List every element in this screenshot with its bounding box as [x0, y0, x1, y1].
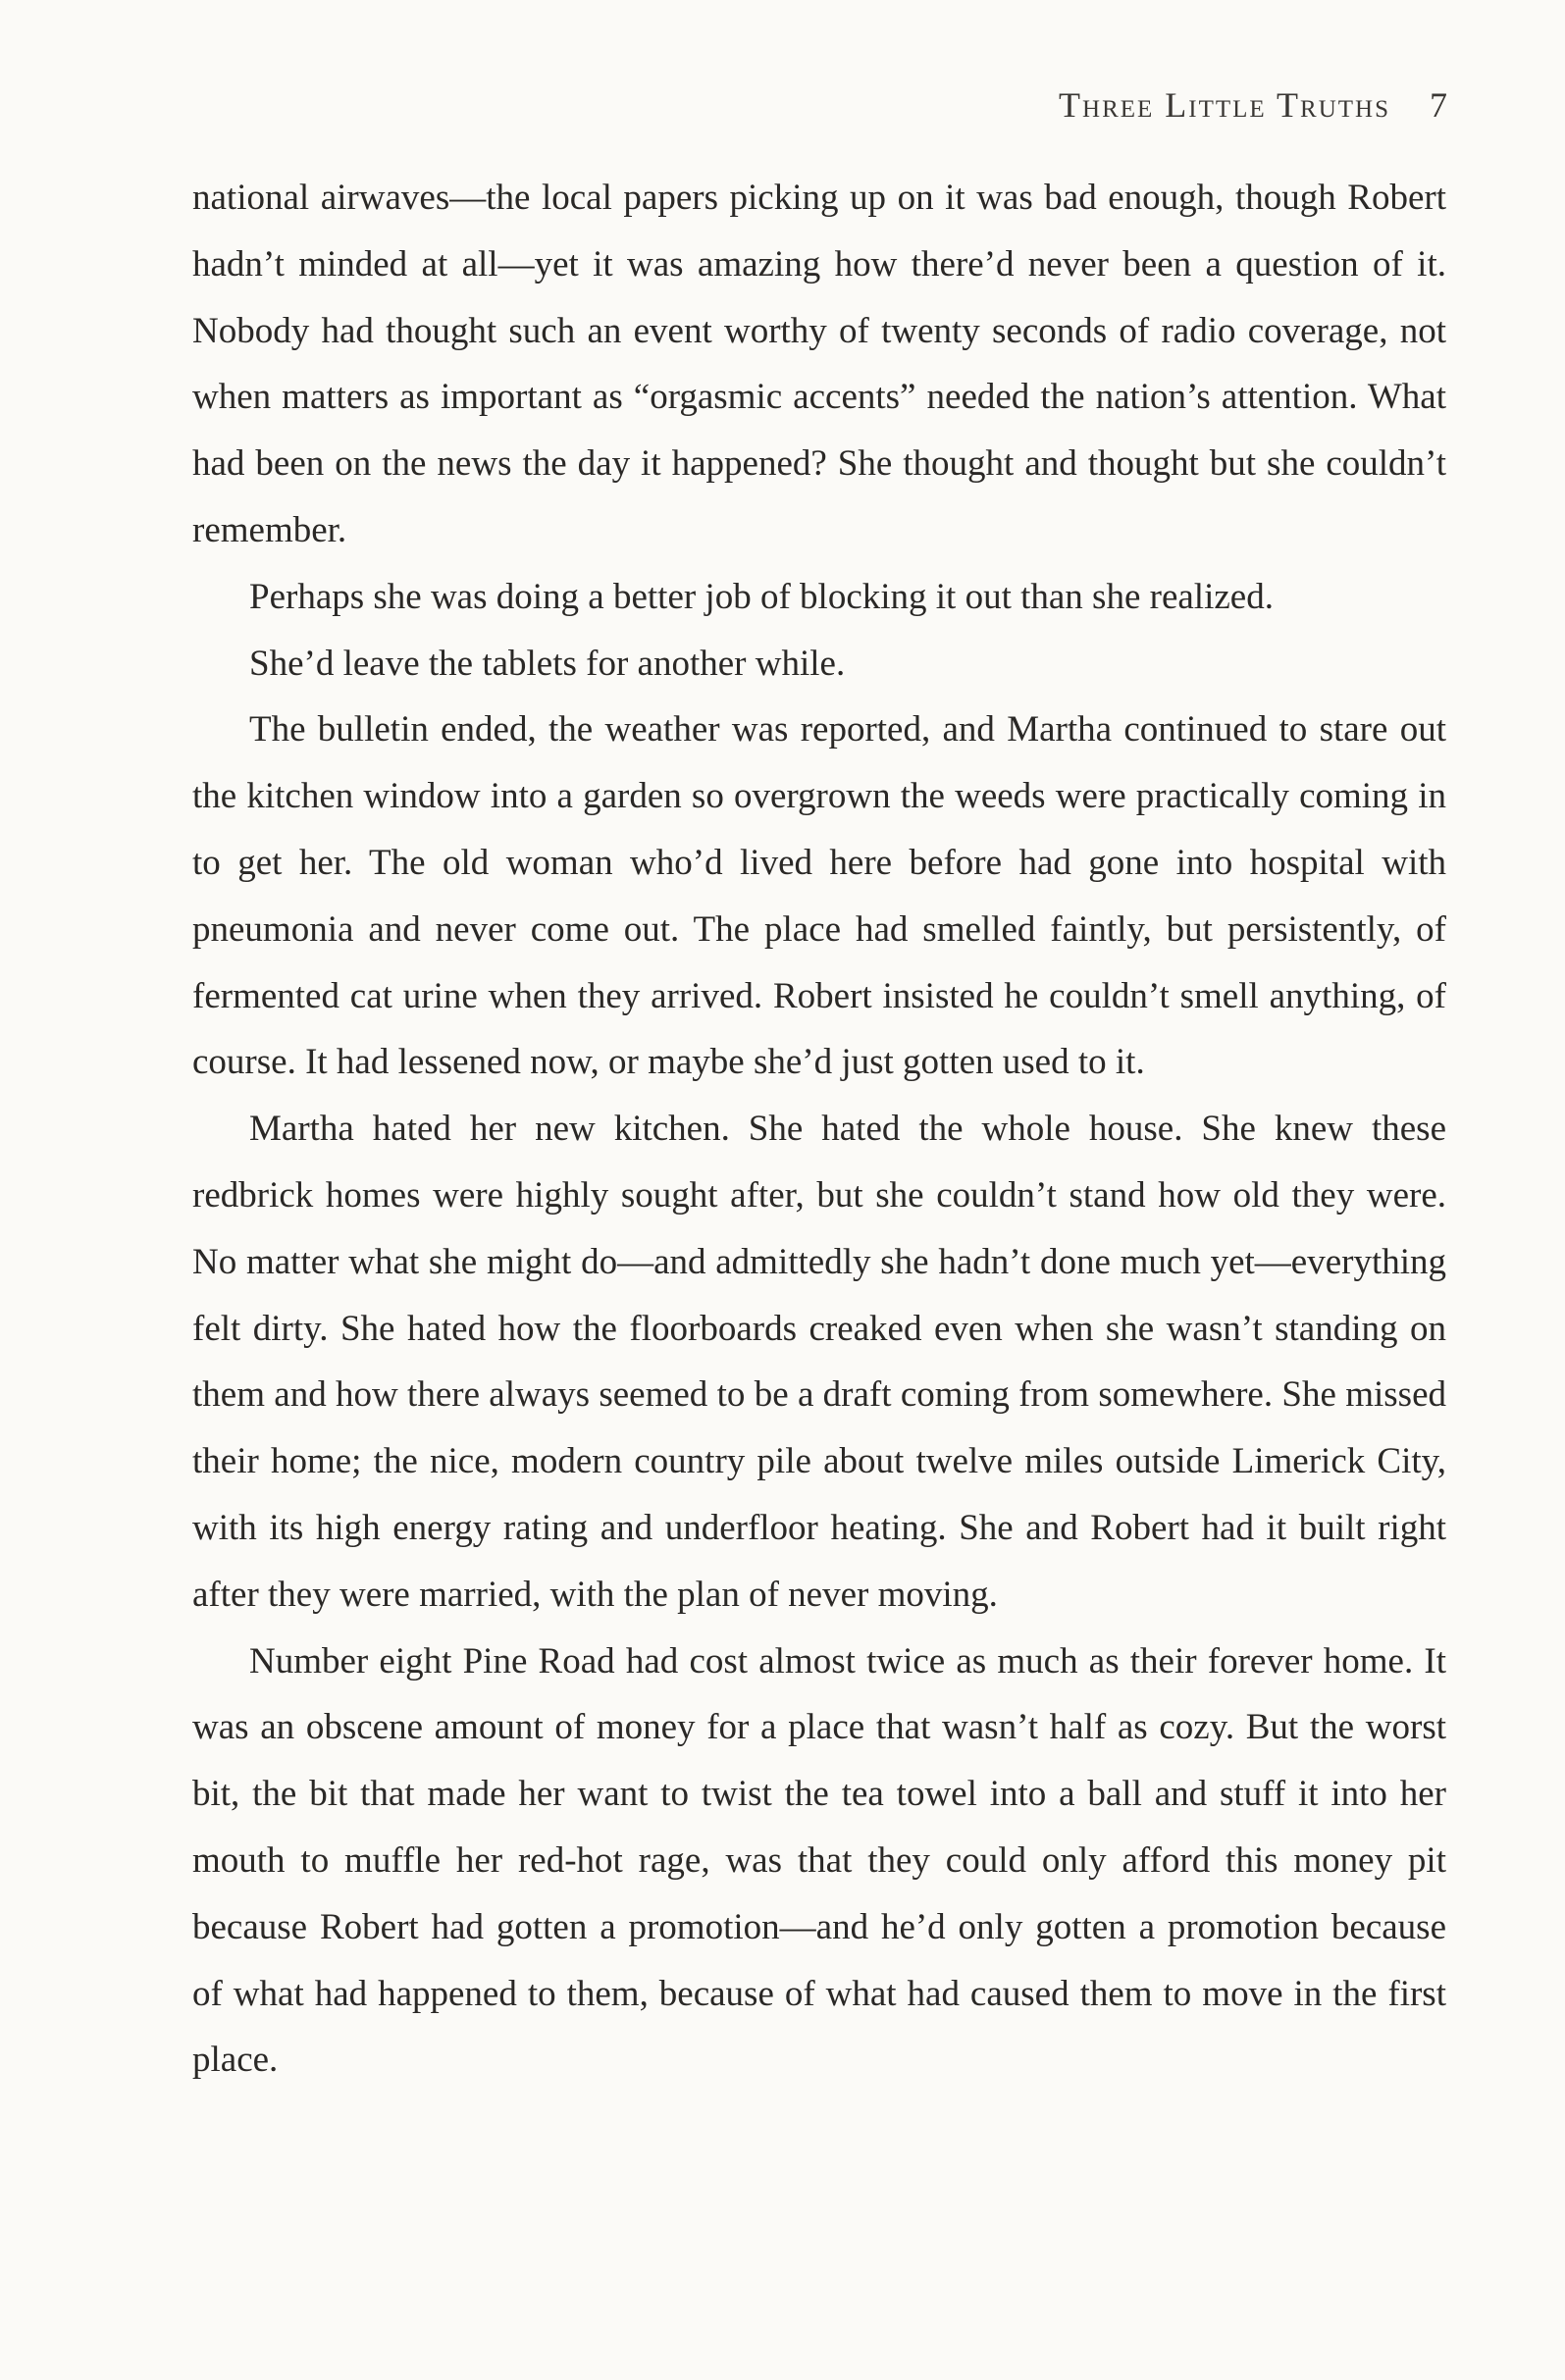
- paragraph: Number eight Pine Road had cost almost twice as much as their forever home. It was an obscene amount of money for a place that wasn’t half as cozy. But the worst bit, the bit that made her want to twist the tea towel into a ball and stuff it into her mouth to muffle her red-hot rage, was that they could only afford this money pit because Robert had gotten a promotion—and he’d only gotten a promotion because of what had happened to them, because of what had caused them to move in the first place.: [192, 1640, 1446, 2081]
- page-number: 7: [1430, 85, 1449, 125]
- paragraph: Perhaps she was doing a better job of blocking it out than she realized.: [249, 576, 1274, 617]
- paragraph: The bulletin ended, the weather was reported, and Martha continued to stare out the kitchen window into a garden so overgrown the weeds were practically coming in to get her. The old woman who’d lived here before had gone into hospital with pneumonia and never come out. The place had smelled faintly, but persistently, of fermented cat urine when they arrived. Robert insisted he couldn’t smell anything, of course. It had lessened now, or maybe she’d just gotten used to it.: [192, 709, 1446, 1083]
- paragraph: She’d leave the tablets for another while.: [249, 643, 846, 684]
- running-head: [1059, 84, 1449, 126]
- paragraph: Martha hated her new kitchen. She hated the whole house. She knew these redbrick homes were highly sought after, but she couldn’t stand how old they were. No matter what she might do—and admittedly she hadn’t done much yet—everything felt dirty. She hated how the floorboards creaked even when she wasn’t standing on them and how there always seemed to be a draft coming from somewhere. She missed their home; the nice, modern country pile about twelve miles outside Limerick City, with its high energy rating and underfloor heating. She and Robert had it built right after they were married, with the plan of never moving.: [192, 1109, 1446, 1615]
- body-text: [192, 165, 1446, 2094]
- running-title: Three Little Truths: [1059, 85, 1390, 125]
- paragraph: national airwaves—the local papers picking up on it was bad enough, though Robert hadn’t minded at all—yet it was amazing how there’d never been a question of it. Nobody had thought such an event worthy of twenty seconds of radio coverage, not when matters as important as “orgasmic accents” needed the nation’s attention. What had been on the news the day it happened? She thought and thought but she couldn’t remember.: [192, 178, 1446, 550]
